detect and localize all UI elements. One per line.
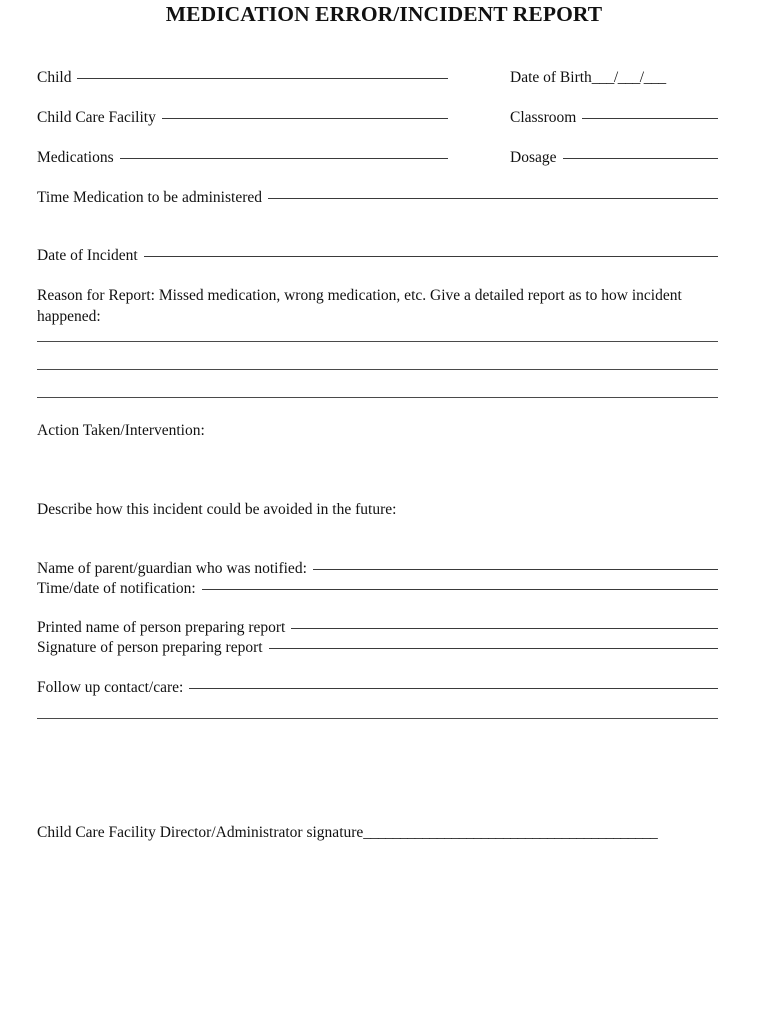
field-label-child-care-facility: Child Care Facility xyxy=(37,109,156,126)
field-row-date-of-incident xyxy=(37,246,718,266)
field-row-parent-notified xyxy=(37,559,718,579)
field-label-medications: Medications xyxy=(37,149,114,166)
field-label-signature-preparer: Signature of person preparing report xyxy=(37,639,263,656)
field-input-follow-up[interactable] xyxy=(189,688,718,689)
field-row-classroom xyxy=(510,108,718,128)
field-label-date-of-birth: Date of Birth xyxy=(510,69,592,86)
field-row-director-signature xyxy=(37,823,657,843)
field-label-action-taken: Action Taken/Intervention: xyxy=(37,422,205,439)
field-row-date-of-birth xyxy=(510,68,666,88)
field-label-date-of-incident: Date of Incident xyxy=(37,247,138,264)
field-label-describe-avoided: Describe how this incident could be avoided in the future: xyxy=(37,501,397,518)
field-input-classroom[interactable] xyxy=(582,118,718,119)
field-input-medications[interactable] xyxy=(120,158,448,159)
field-label-dosage: Dosage xyxy=(510,149,557,166)
field-label-child: Child xyxy=(37,69,72,86)
field-label-follow-up: Follow up contact/care: xyxy=(37,679,184,696)
writing-line-reason-2[interactable] xyxy=(37,369,718,370)
field-input-director-signature[interactable]: ________________________________________ xyxy=(363,824,658,841)
field-input-parent-notified[interactable] xyxy=(313,569,718,570)
field-row-child-care-facility xyxy=(37,108,448,128)
field-label-director-signature: Child Care Facility Director/Administrator signature xyxy=(37,824,364,841)
field-input-child-care-facility[interactable] xyxy=(162,118,448,119)
writing-line-reason-1[interactable] xyxy=(37,341,718,342)
page-title: MEDICATION ERROR/INCIDENT REPORT xyxy=(165,2,603,26)
instruction-reason-for-report: Reason for Report: Missed medication, wrong medication, etc. Give a detailed report as to how incident happened: xyxy=(37,287,682,325)
field-input-child[interactable] xyxy=(77,78,448,79)
writing-line-reason-3[interactable] xyxy=(37,397,718,398)
field-input-time-date-notification[interactable] xyxy=(202,589,718,590)
field-input-printed-name[interactable] xyxy=(291,628,718,629)
field-label-classroom: Classroom xyxy=(510,109,577,126)
writing-line-follow-up-2[interactable] xyxy=(37,718,718,719)
field-label-time-medication: Time Medication to be administered xyxy=(37,189,262,206)
field-input-date-of-incident[interactable] xyxy=(144,256,718,257)
field-row-time-medication xyxy=(37,188,718,208)
field-label-time-date-notification: Time/date of notification: xyxy=(37,580,196,597)
field-input-signature-preparer[interactable] xyxy=(269,648,718,649)
field-row-child xyxy=(37,68,448,88)
field-row-medications xyxy=(37,148,448,168)
field-row-dosage xyxy=(510,148,718,168)
field-row-follow-up xyxy=(37,678,718,698)
field-input-date-of-birth[interactable]: ___/___/___ xyxy=(591,69,666,86)
field-input-dosage[interactable] xyxy=(563,158,719,159)
field-label-printed-name: Printed name of person preparing report xyxy=(37,619,286,636)
field-input-time-medication[interactable] xyxy=(268,198,718,199)
field-row-signature-preparer xyxy=(37,638,718,658)
field-label-parent-notified: Name of parent/guardian who was notified: xyxy=(37,560,307,577)
field-row-time-date-notification xyxy=(37,579,718,599)
field-row-printed-name xyxy=(37,618,718,638)
